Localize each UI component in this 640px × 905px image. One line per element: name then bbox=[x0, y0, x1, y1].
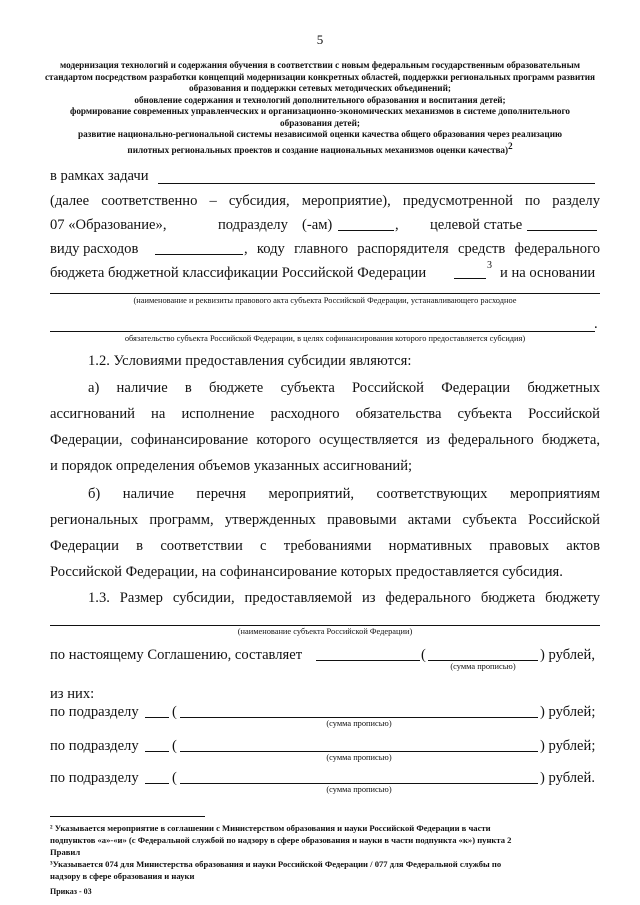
page-number: 5 bbox=[316, 32, 324, 47]
subsection-label: подразделу bbox=[218, 217, 288, 233]
caption-sum-words: (сумма прописью) bbox=[326, 785, 392, 794]
para-1-line-1: (далее соответственно – субсидия, мероприятие), предусмотренной по разделу bbox=[50, 193, 600, 209]
s12b-line: региональных программ, утвержденных правовыми актами субъекта Российской bbox=[50, 512, 600, 528]
section-1-3-line: 1.3. Размер субсидии, предоставляемой из федерального бюджета бюджету bbox=[88, 590, 600, 606]
amount-digits-blank[interactable] bbox=[316, 648, 420, 661]
subsection-code-blank[interactable] bbox=[145, 771, 169, 784]
footnote-ref-3: 3 bbox=[487, 260, 492, 271]
para-1-line-2: 07 «Образование», bbox=[50, 217, 167, 233]
comma: , bbox=[395, 217, 399, 233]
task-blank[interactable] bbox=[158, 183, 595, 184]
subsection-row-label: по подразделу bbox=[50, 770, 139, 786]
code-blank[interactable] bbox=[454, 266, 486, 279]
expense-type-label: виду расходов bbox=[50, 241, 139, 257]
subsection-code-blank[interactable] bbox=[145, 739, 169, 752]
caption-sum-words: (сумма прописью) bbox=[326, 719, 392, 728]
caption-legal-act-2: обязательство субъекта Российской Федерации, в целях софинансирования которого предоставляется субсидия) bbox=[124, 334, 526, 343]
intro-line: образования и поддержки сетевых методических объединений; bbox=[189, 83, 451, 93]
agreement-line: по настоящему Соглашению, составляет bbox=[50, 647, 303, 663]
open-paren: ( bbox=[421, 647, 426, 663]
rubles-end: ) рублей; bbox=[540, 738, 596, 754]
subsection-sum-blank[interactable] bbox=[180, 739, 538, 752]
s12a-line: ассигнований на исполнение расходного обязательства субъекта Российской bbox=[50, 406, 600, 422]
subsection-blank[interactable] bbox=[338, 218, 394, 231]
amount-words-blank[interactable] bbox=[428, 648, 538, 661]
caption-sum-words: (сумма прописью) bbox=[326, 753, 392, 762]
subject-name-blank[interactable] bbox=[50, 625, 600, 626]
target-article-label: целевой статье bbox=[430, 217, 523, 233]
intro-line: обновление содержания и технологий дополнительного образования и воспитания детей; bbox=[134, 94, 506, 105]
subsection-code-blank[interactable] bbox=[145, 705, 169, 718]
caption-sum-words: (сумма прописью) bbox=[450, 662, 516, 671]
rubles-end: ) рублей. bbox=[540, 770, 595, 786]
footnote-line: ³Указывается 074 для Министерства образования и науки Российской Федерации / 077 для Федеральной службы по bbox=[50, 859, 502, 869]
intro-line: образования детей; bbox=[280, 117, 360, 128]
footnote-line: ² Указывается мероприятие в соглашении с Министерством образования и науки Российской Федерации в части bbox=[50, 823, 491, 833]
caption-legal-act: (наименование и реквизиты правового акта субъекта Российской Федерации, устанавливающего расходное bbox=[133, 296, 517, 305]
subsection-sum-blank[interactable] bbox=[180, 705, 538, 718]
period: . bbox=[594, 316, 598, 332]
subsection-am: (-ам) bbox=[302, 217, 333, 233]
task-label: в рамках задачи bbox=[50, 168, 149, 184]
footnotes bbox=[50, 822, 511, 882]
s12a-line: Федерации, софинансирование которого осуществляется из федерального бюджета, bbox=[50, 432, 600, 448]
of-them-label: из них: bbox=[50, 686, 95, 702]
para-1-line-4: бюджета бюджетной классификации Российской Федерации bbox=[50, 265, 427, 281]
footnote-line: подпунктов «а»-«и» (с Федеральной службой по надзору в сфере образования и науки в части подпункта «к») пункта 2 bbox=[50, 835, 512, 845]
intro-line: стандартом посредством разработки концепций модернизации конкретных областей, поддержки региональных программ развития bbox=[44, 71, 596, 82]
para-1-line-3-rest: , коду главного распорядителя средств федерального bbox=[244, 241, 600, 257]
section-1-2-heading: 1.2. Условиями предоставления субсидии являются: bbox=[88, 353, 412, 369]
intro-line: развитие национально-региональной системы независимой оценки качества общего образования через реализацию bbox=[77, 129, 563, 139]
target-article-blank[interactable] bbox=[527, 218, 597, 231]
intro-block bbox=[40, 60, 600, 156]
basis-label: и на основании bbox=[500, 265, 596, 281]
rubles-end: ) рублей, bbox=[540, 647, 595, 663]
open-paren: ( bbox=[172, 704, 177, 720]
subsection-row-label: по подразделу bbox=[50, 704, 139, 720]
caption-subject-name: (наименование субъекта Российской Федерации) bbox=[237, 627, 413, 636]
s12b-line: Российской Федерации, на софинансирование которых предоставляется субсидия. bbox=[50, 564, 563, 580]
footnote-line: надзору в сфере образования и науки bbox=[50, 871, 195, 881]
rubles-end: ) рублей; bbox=[540, 704, 596, 720]
s12b-line: Федерации в соответствии с требованиями нормативных правовых актов bbox=[50, 538, 600, 554]
open-paren: ( bbox=[172, 738, 177, 754]
s12a-line: а) наличие в бюджете субъекта Российской Федерации бюджетных bbox=[88, 380, 600, 396]
intro-line: модернизация технологий и содержания обучения в соответствии с новым федеральным государственным образовательным bbox=[59, 60, 581, 70]
s12b-line: б) наличие перечня мероприятий, соответствующих мероприятиям bbox=[88, 486, 600, 502]
expense-type-blank[interactable] bbox=[155, 242, 243, 255]
footnote-ref: 2 bbox=[508, 140, 513, 151]
legal-act-blank-2[interactable] bbox=[50, 331, 595, 332]
legal-act-blank[interactable] bbox=[50, 293, 600, 294]
subsection-sum-blank[interactable] bbox=[180, 771, 538, 784]
order-code: Приказ - 03 bbox=[50, 887, 92, 896]
intro-line: пилотных региональных проектов и создание национальных механизмов оценки качества)2 bbox=[127, 140, 513, 155]
footnote-line: Правил bbox=[50, 847, 81, 857]
footnote-divider bbox=[50, 816, 205, 817]
intro-line: формирование современных управленческих и организационно-экономических механизмов в системе дополнительного bbox=[69, 106, 571, 116]
subsection-row-label: по подразделу bbox=[50, 738, 139, 754]
s12a-line: и порядок определения объемов указанных ассигнований; bbox=[50, 458, 413, 474]
open-paren: ( bbox=[172, 770, 177, 786]
